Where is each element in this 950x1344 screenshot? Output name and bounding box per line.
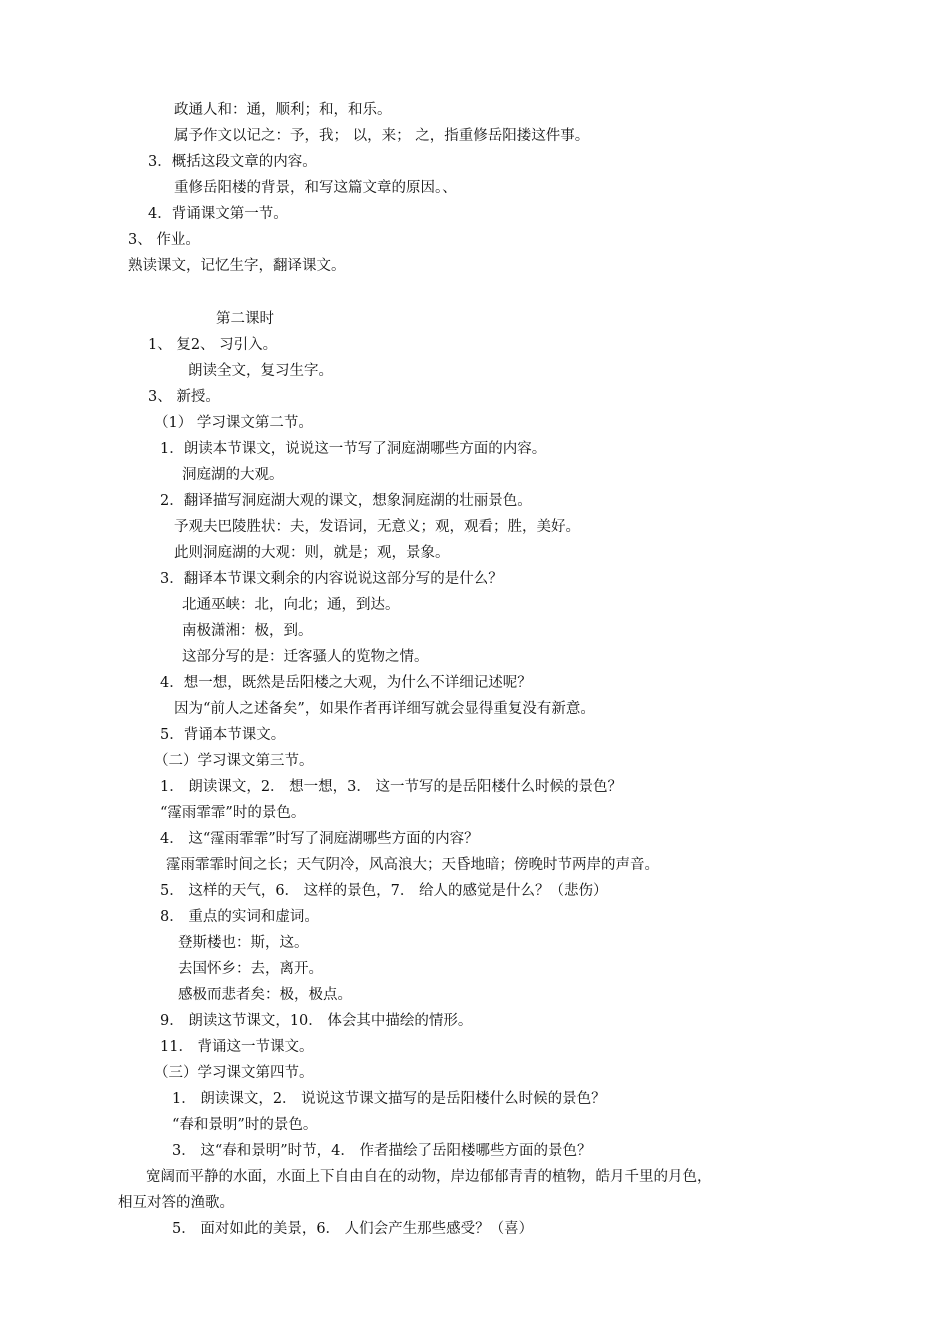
text-line: 3、 作业。: [128, 232, 200, 248]
section-heading: 第二课时: [216, 311, 274, 327]
text-line: 南极潇湘：极，到。: [182, 623, 313, 639]
text-line: 3．翻译本节课文剩余的内容说说这部分写的是什么？: [160, 571, 503, 587]
text-line: 去国怀乡：去，离开。: [178, 961, 323, 977]
text-line: 5． 面对如此的美景，6． 人们会产生那些感受？（喜）: [172, 1221, 534, 1237]
text-line: 5． 这样的天气，6． 这样的景色，7． 给人的感觉是什么？（悲伤）: [160, 883, 608, 899]
text-line: 霪雨霏霏时间之长；天气阴冷，风高浪大；天昏地暗；傍晚时节两岸的声音。: [166, 857, 659, 873]
text-line: 11． 背诵这一节课文。: [160, 1039, 314, 1055]
text-line: 8． 重点的实词和虚词。: [160, 909, 319, 925]
text-line: 属予作文以记之：予，我； 以，来； 之，指重修岳阳搂这件事。: [174, 128, 590, 144]
text-line: 1． 朗读课文，2． 想一想，3． 这一节写的是岳阳楼什么时候的景色？: [160, 779, 623, 795]
text-line: （二）学习课文第三节。: [154, 753, 314, 769]
text-line: 4． 这“霪雨霏霏”时写了洞庭湖哪些方面的内容？: [160, 831, 479, 847]
text-line: 9． 朗读这节课文，10． 体会其中描绘的情形。: [160, 1013, 473, 1029]
text-line: 此则洞庭湖的大观：则，就是；观，景象。: [174, 545, 450, 561]
text-line: 重修岳阳楼的背景，和写这篇文章的原因。、: [174, 180, 457, 196]
text-line: 感极而悲者矣：极，极点。: [178, 987, 352, 1003]
text-line: 3．概括这段文章的内容。: [148, 154, 317, 170]
text-line: 2．翻译描写洞庭湖大观的课文，想象洞庭湖的壮丽景色。: [160, 493, 532, 509]
text-line: 登斯楼也：斯，这。: [178, 935, 309, 951]
text-line: “春和景明”时的景色。: [172, 1117, 318, 1133]
text-line: 予观夫巴陵胜状：夫，发语词，无意义；观，观看；胜，美好。: [174, 519, 580, 535]
text-line: 1．朗读本节课文，说说这一节写了洞庭湖哪些方面的内容。: [160, 441, 547, 457]
text-line: 3． 这“春和景明”时节，4． 作者描绘了岳阳楼哪些方面的景色？: [172, 1143, 592, 1159]
text-line: 3、 新授。: [148, 389, 220, 405]
text-line: （三）学习课文第四节。: [154, 1065, 314, 1081]
text-line: 4．背诵课文第一节。: [148, 206, 288, 222]
text-line: 洞庭湖的大观。: [182, 467, 284, 483]
text-line: “霪雨霏霏”时的景色。: [160, 805, 306, 821]
text-line: 因为“前人之述备矣”，如果作者再详细写就会显得重复没有新意。: [174, 701, 595, 717]
text-line: 这部分写的是：迁客骚人的览物之情。: [182, 649, 429, 665]
text-line: 5．背诵本节课文。: [160, 727, 286, 743]
text-line: 4．想一想，既然是岳阳楼之大观，为什么不详细记述呢？: [160, 675, 532, 691]
text-line: 朗读全文，复习生字。: [188, 363, 333, 379]
text-line: 宽阔而平静的水面，水面上下自由自在的动物，岸边郁郁青青的植物，皓月千里的月色，: [146, 1169, 712, 1185]
text-line: 1． 朗读课文，2． 说说这节课文描写的是岳阳楼什么时候的景色？: [172, 1091, 606, 1107]
text-line: 北通巫峡：北，向北；通，到达。: [182, 597, 400, 613]
text-line: （1） 学习课文第二节。: [154, 415, 313, 431]
text-line: 政通人和：通，顺利；和，和乐。: [174, 102, 392, 118]
text-line: 相互对答的渔歌。: [118, 1195, 234, 1211]
text-line: 熟读课文，记忆生字，翻译课文。: [128, 258, 346, 274]
text-line: 1、 复2、 习引入。: [148, 337, 278, 353]
